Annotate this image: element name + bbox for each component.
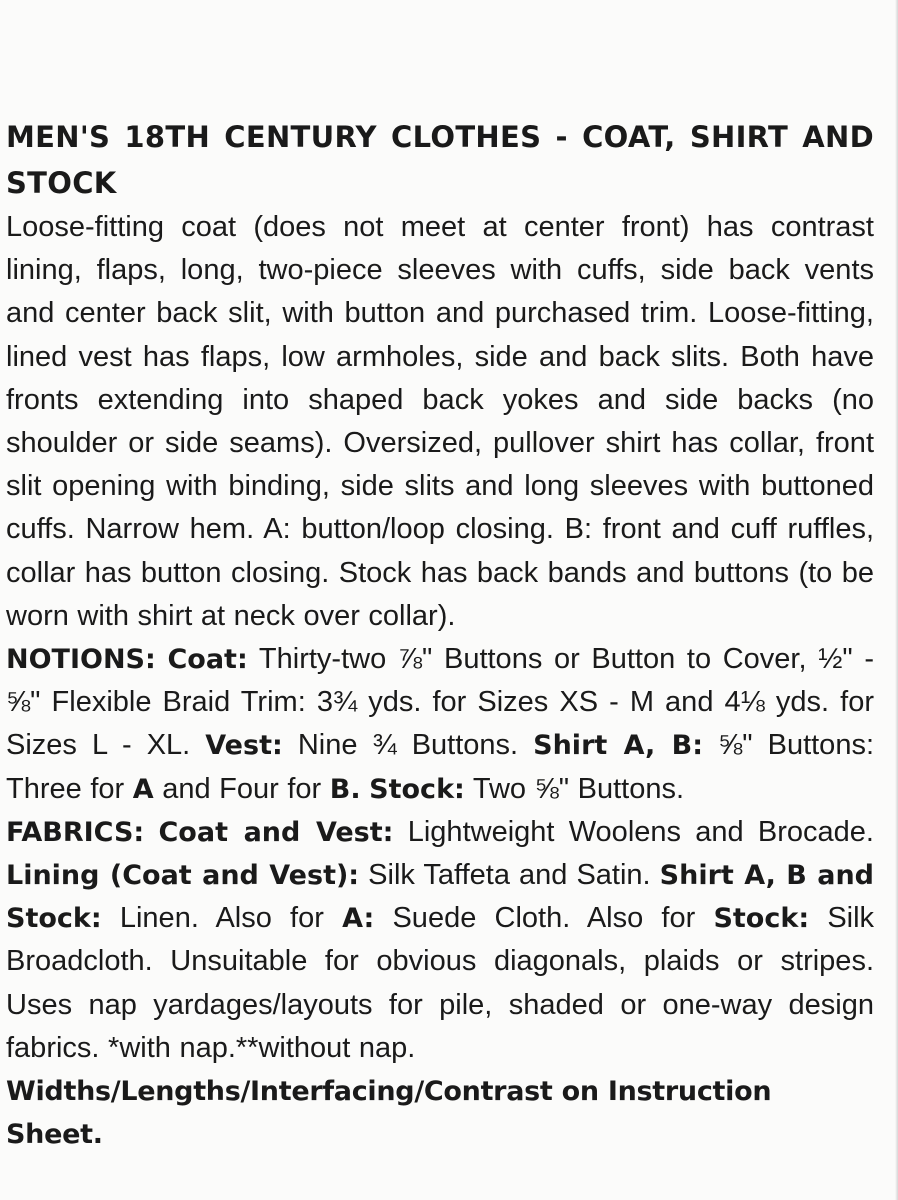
- fabrics-lining-label: Lining (Coat and Vest):: [6, 860, 360, 892]
- notions-vest-label: Vest:: [205, 730, 283, 762]
- fabrics-also-stock-text: Silk Broadcloth. Unsuitable for obvious diagonals, plaids or stripes. Uses nap yardages/layouts for pile, shaded or one-way design fabrics. *with nap.**without nap.: [6, 902, 875, 1064]
- notions-stock-text: Two ⅝" Buttons.: [472, 772, 685, 805]
- fabrics-shirt-stock-text: Linen. Also for: [119, 902, 324, 935]
- notions-label: NOTIONS:: [6, 644, 156, 676]
- notions-stock-label: Stock:: [369, 773, 465, 805]
- fabrics-also-stock-label: Stock:: [713, 903, 810, 935]
- fabrics-shirt-stock-label: Shirt A, B and Stock:: [6, 860, 874, 935]
- pattern-title: MEN'S 18TH CENTURY CLOTHES - COAT, SHIRT AND STOCK: [6, 120, 874, 200]
- fabrics-section: [6, 811, 874, 1070]
- notions-shirt-a: A: [132, 773, 154, 805]
- notions-coat-label: Coat:: [167, 644, 248, 676]
- notions-section: [6, 638, 874, 811]
- notions-shirt-text-2: and Four for: [162, 772, 322, 805]
- garment-description: Loose-fitting coat (does not meet at center front) has contrast lining, flaps, long, two-piece sleeves with cuffs, side back vents and center back slit, with button and purchased trim. Loose-fitting, lined vest has flaps, low armholes, side and back slits. Both have fronts extending into shaped back yokes and side backs (no shoulder or side seams). Oversized, pullover shirt has collar, front slit opening with binding, side slits and long sleeves with buttoned cuffs. Narrow hem. A: button/loop closing. B: front and cuff ruffles, collar has button closing. Stock has back bands and buttons (to be worn with shirt at neck over collar).: [6, 211, 874, 632]
- notions-shirt-text-1: ⅝" Buttons: Three for: [6, 729, 875, 805]
- fabrics-also-a-text: Suede Cloth. Also for: [392, 902, 696, 935]
- fabrics-coat-vest-label: Coat and Vest:: [158, 816, 394, 848]
- notions-vest-text: Nine ¾ Buttons.: [297, 729, 519, 762]
- fabrics-coat-vest-text: Lightweight Woolens and Brocade.: [407, 815, 874, 848]
- fabrics-lining-text: Silk Taffeta and Satin.: [368, 859, 651, 892]
- notions-coat-text: Thirty-two ⅞" Buttons or Button to Cover, ½" - ⅝" Flexible Braid Trim: 3¾ yds. for Sizes XS - M and 4⅛ yds. for Sizes L - XL.: [6, 643, 874, 762]
- fabrics-label: FABRICS:: [6, 816, 145, 848]
- notions-shirt-label: Shirt A, B:: [533, 730, 704, 762]
- fabrics-also-a-label: A:: [342, 903, 375, 935]
- instruction-sheet-note: Widths/Lengths/Interfacing/Contrast on Instruction Sheet.: [6, 1076, 772, 1151]
- notions-shirt-b: B.: [329, 773, 361, 805]
